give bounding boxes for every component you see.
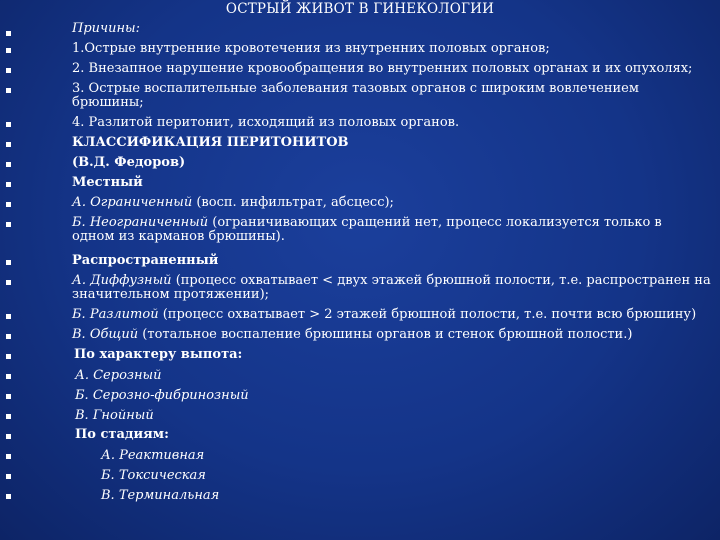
list-item: По характеру выпота: [0,348,720,368]
bullet-icon [6,31,11,36]
bullet-icon [6,354,11,359]
list-item: 4. Разлитой перитонит, исходящий из половых органов. [0,116,720,136]
bullet-icon [6,222,11,227]
bullet-icon [6,48,11,53]
bullet-icon [6,202,11,207]
list-item: (В.Д. Федоров) [0,156,720,176]
list-item: 1.Острые внутренние кровотечения из внутренних половых органов; [0,42,720,62]
bullet-icon [6,162,11,167]
bullet-list [0,22,720,508]
bullet-icon [6,494,11,499]
list-item: Б. Неограниченный (ограничивающих сращений нет, процесс локализуется только в одном из карманов брюшины). [0,216,720,254]
bullet-icon [6,142,11,147]
list-item: Б. Серозно-фибринозный [0,388,720,408]
list-item: В. Общий (тотальное воспаление брюшины органов и стенок брюшной полости.) [0,328,720,348]
list-item: А. Серозный [0,368,720,388]
list-item: 2. Внезапное нарушение кровообращения во внутренних половых органах и их опухолях; [0,62,720,82]
bullet-icon [6,414,11,419]
bullet-icon [6,434,11,439]
list-item: А. Ограниченный (восп. инфильтрат, абсцесс); [0,196,720,216]
bullet-icon [6,88,11,93]
bullet-icon [6,68,11,73]
list-item: А. Реактивная [0,448,720,468]
list-item: Распространенный [0,254,720,272]
list-item: А. Диффузный (процесс охватывает < двух этажей брюшной полости, т.е. распространен на значительном протяжении); [0,272,720,308]
bullet-icon [6,374,11,379]
list-item: Причины: [0,22,720,42]
list-item: Б. Токсическая [0,468,720,488]
list-item: Местный [0,176,720,196]
list-item: По стадиям: [0,428,720,448]
bullet-icon [6,260,11,265]
list-item: Б. Разлитой (процесс охватывает > 2 этажей брюшной полости, т.е. почти всю брюшину) [0,308,720,328]
bullet-icon [6,474,11,479]
list-item: В. Гнойный [0,408,720,428]
bullet-icon [6,314,11,319]
slide-title: ОСТРЫЙ ЖИВОТ В ГИНЕКОЛОГИИ [225,1,495,17]
bullet-icon [6,454,11,459]
list-item: КЛАССИФИКАЦИЯ ПЕРИТОНИТОВ [0,136,720,156]
bullet-icon [6,280,11,285]
bullet-icon [6,394,11,399]
bullet-icon [6,334,11,339]
bullet-icon [6,182,11,187]
list-item: 3. Острые воспалительные заболевания тазовых органов с широким вовлечением брюшины; [0,82,720,116]
bullet-icon [6,122,11,127]
list-item: В. Терминальная [0,488,720,508]
